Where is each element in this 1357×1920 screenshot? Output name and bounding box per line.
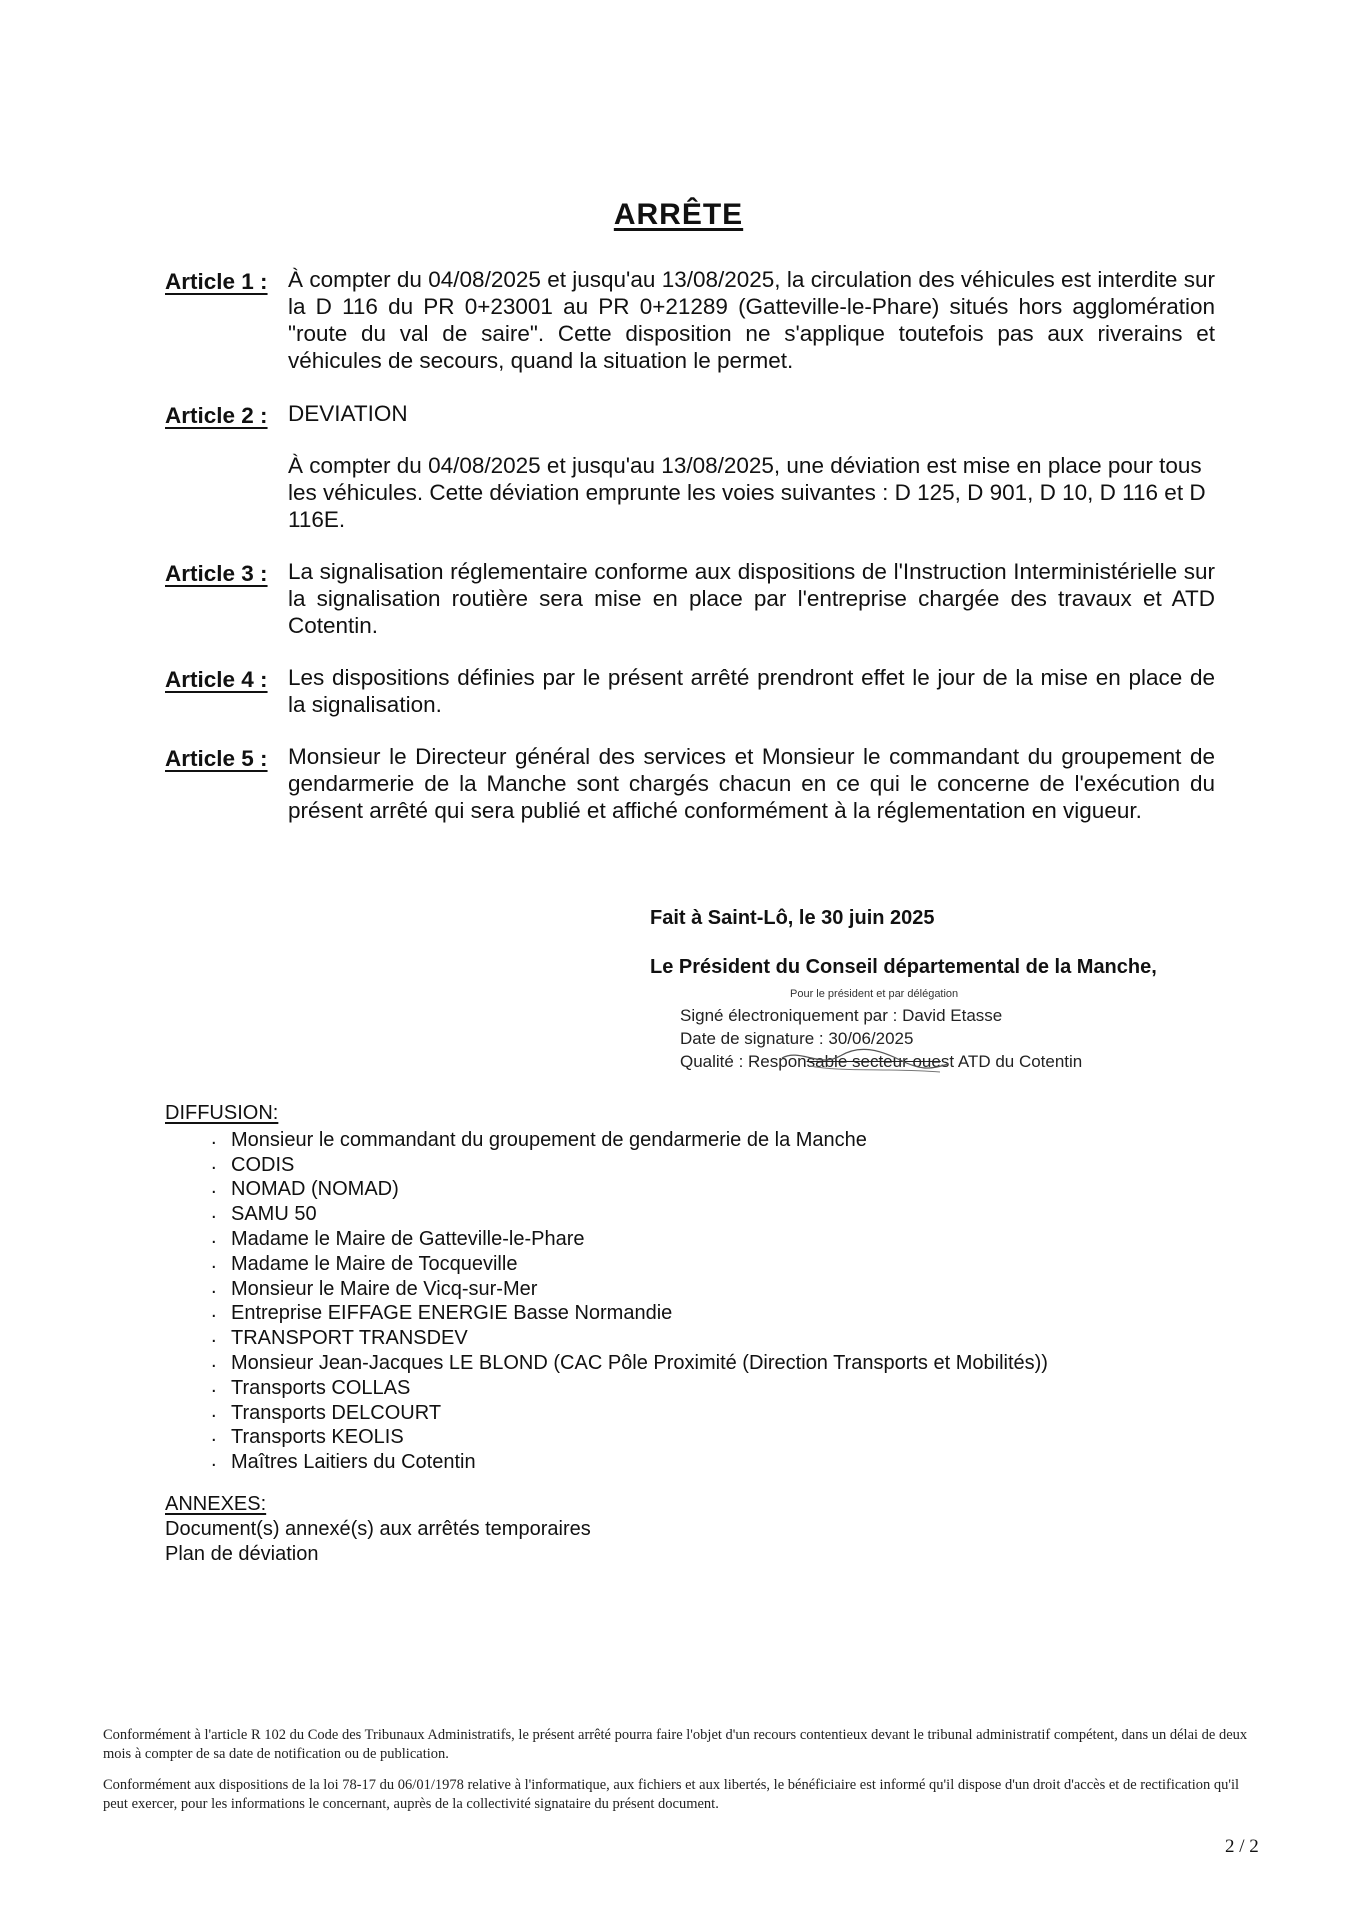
article-5 (165, 743, 1215, 824)
article-label: Article 5 : (165, 746, 268, 771)
handwritten-signature-icon (780, 1046, 950, 1076)
annex-item: Plan de déviation (165, 1543, 319, 1565)
bullet-icon: . (211, 1449, 217, 1472)
annexes-section (165, 1492, 1065, 1567)
bullet-icon: . (211, 1176, 217, 1199)
bullet-icon: . (211, 1225, 217, 1248)
list-item: . Monsieur le commandant du groupement de gendarmerie de la Manche (211, 1126, 867, 1151)
electronic-signature (680, 1004, 1270, 1073)
list-item: . CODIS (211, 1151, 295, 1176)
page-number: 2 / 2 (1225, 1836, 1259, 1857)
footer-note-recours: Conformément à l'article R 102 du Code des Tribunaux Administratifs, le présent arrêté pourra faire l'objet d'un recours contentieux devant le tribunal administratif compétent, dans un délai de deux mois à compter de sa date de notification ou de publication. (103, 1727, 1248, 1762)
bullet-icon: . (211, 1349, 217, 1372)
article-text: La signalisation réglementaire conforme aux dispositions de l'Instruction Interministérielle sur la signalisation routière sera mise en place par l'entreprise chargée des travaux et ATD Cotentin. (288, 559, 1215, 638)
list-item: . Madame le Maire de Tocqueville (211, 1250, 518, 1275)
annexes-title: ANNEXES: (165, 1493, 267, 1515)
article-label: Article 4 : (165, 667, 268, 692)
article-label: Article 2 : (165, 403, 268, 428)
article-heading: DEVIATION (288, 401, 408, 426)
diffusion-list (165, 1128, 1215, 1475)
article-text: Monsieur le Directeur général des services et Monsieur le commandant du groupement de gendarmerie de la Manche sont chargés chacun en ce qui le concerne de l'exécution du présent arrêté qui sera publié et affiché conformément à la réglementation en vigueur. (288, 744, 1215, 823)
list-item: . Madame le Maire de Gatteville-le-Phare (211, 1225, 585, 1250)
footer-note-cnil: Conformément aux dispositions de la loi 78-17 du 06/01/1978 relative à l'informatique, aux fichiers et aux libertés, le bénéficiaire est informé qu'il dispose d'un droit d'accès et de rectification qu'il peut exercer, pour les informations le concernant, auprès de la collectivité signataire du présent document. (103, 1777, 1240, 1812)
list-item: . Monsieur le Maire de Vicq-sur-Mer (211, 1275, 538, 1300)
article-text: À compter du 04/08/2025 et jusqu'au 13/08/2025, la circulation des véhicules est interdite sur la D 116 du PR 0+23001 au PR 0+21289 (Gatteville-le-Phare) situés hors agglomération "route du val de saire". Cette disposition ne s'applique toutefois pas aux riverains et véhicules de secours, quand la situation le permet. (288, 267, 1215, 373)
article-1 (165, 266, 1215, 374)
delegation-note: Pour le président et par délégation (790, 988, 959, 1000)
page-title: ARRÊTE (613, 198, 744, 231)
place-date: Fait à Saint-Lô, le 30 juin 2025 (650, 907, 935, 929)
list-item: . Transports COLLAS (211, 1374, 411, 1399)
signatory: Le Président du Conseil départemental de la Manche, (650, 956, 1157, 978)
bullet-icon: . (211, 1374, 217, 1397)
bullet-icon: . (211, 1126, 217, 1149)
diffusion-title: DIFFUSION: (165, 1102, 279, 1124)
list-item: . NOMAD (NOMAD) (211, 1176, 399, 1201)
list-item: . Transports DELCOURT (211, 1399, 442, 1424)
signed-by: Signé électroniquement par : David Etasse (680, 1006, 1003, 1025)
article-label: Article 3 : (165, 561, 268, 586)
article-4 (165, 664, 1215, 718)
list-item: . TRANSPORT TRANSDEV (211, 1325, 468, 1350)
signatory-quality: Qualité : Responsable secteur ouest ATD du Cotentin (680, 1052, 1083, 1071)
bullet-icon: . (211, 1275, 217, 1298)
list-item: . Entreprise EIFFAGE ENERGIE Basse Normandie (211, 1300, 673, 1325)
bullet-icon: . (211, 1424, 217, 1447)
annex-item: Document(s) annexé(s) aux arrêtés temporaires (165, 1518, 591, 1540)
bullet-icon: . (211, 1325, 217, 1348)
bullet-icon: . (211, 1151, 217, 1174)
list-item: . Monsieur Jean-Jacques LE BLOND (CAC Pôle Proximité (Direction Transports et Mobilités)) (211, 1349, 1048, 1374)
bullet-icon: . (211, 1201, 217, 1224)
signature-date: Date de signature : 30/06/2025 (680, 1029, 914, 1048)
bullet-icon: . (211, 1250, 217, 1273)
article-text: À compter du 04/08/2025 et jusqu'au 13/08/2025, une déviation est mise en place pour tous les véhicules. Cette déviation emprunte les voies suivantes : D 125, D 901, D 10, D 116 et D 116E. (288, 453, 1206, 532)
bullet-icon: . (211, 1399, 217, 1422)
list-item: . SAMU 50 (211, 1201, 317, 1226)
bullet-icon: . (211, 1300, 217, 1323)
diffusion-section (165, 1101, 1215, 1475)
list-item: . Transports KEOLIS (211, 1424, 404, 1449)
article-3 (165, 558, 1215, 639)
signature-block (650, 906, 1270, 1073)
article-text: Les dispositions définies par le présent arrêté prendront effet le jour de la mise en place de la signalisation. (288, 665, 1215, 717)
list-item: . Maîtres Laitiers du Cotentin (211, 1449, 476, 1474)
article-label: Article 1 : (165, 269, 268, 294)
article-2 (165, 400, 1215, 533)
